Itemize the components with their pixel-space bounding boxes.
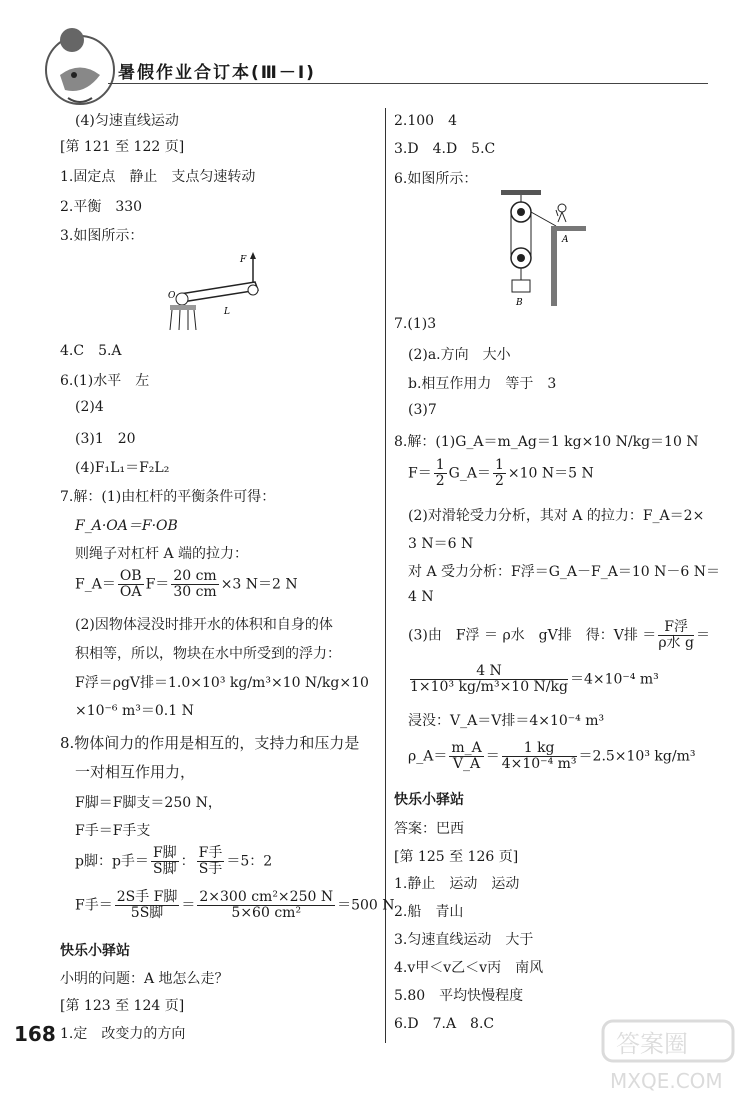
fraction-den: S手 <box>198 861 223 877</box>
formula-density <box>408 741 695 772</box>
fraction <box>658 620 694 651</box>
lever-label-l: L <box>224 307 230 317</box>
formula-vpai-value <box>408 664 659 695</box>
answer-line: 6.D 7.A 8.C <box>394 1016 495 1032</box>
answer-line: 对 A 受力分析：F浮＝G_A－F_A＝10 N－6 N＝ <box>408 564 720 580</box>
answer-line: 4.C 5.A <box>60 343 122 359</box>
answer-line: 积相等，所以，物块在水中所受到的浮力： <box>75 646 341 662</box>
formula-text: ： <box>180 853 195 870</box>
answer-line: F浮＝ρgV排＝1.0×10³ kg/m³×10 N/kg×10 <box>75 675 369 691</box>
answer-line: 7.解：(1)由杠杆的平衡条件可得： <box>60 489 276 505</box>
formula-vpai <box>408 620 710 651</box>
answer-line: 3.D 4.D 5.C <box>394 141 496 157</box>
answer-line: (2)对滑轮受力分析，其对 A 的拉力：F_A＝2× <box>408 508 705 524</box>
lever-label-o: O <box>168 291 176 301</box>
answer-line: 1.定 改变力的方向 <box>60 1026 186 1042</box>
lever-label-f: F <box>240 255 247 265</box>
fraction-den: S脚 <box>153 861 177 877</box>
answer-line: (3)1 20 <box>75 431 136 447</box>
answer-line: ×10⁻⁶ m³＝0.1 N <box>75 703 194 719</box>
fraction <box>410 664 568 695</box>
svg-text:MXQE.COM: MXQE.COM <box>610 1069 723 1093</box>
formula-fa <box>75 569 298 600</box>
formula-text: F＝ <box>145 576 170 593</box>
answer-line: (2)因物体浸没时排开水的体积和自身的体 <box>75 617 333 633</box>
formula-f <box>408 458 594 489</box>
fraction-num: 2×300 cm²×250 N <box>199 889 334 905</box>
pulley-figure <box>496 190 596 310</box>
answer-line: 8.解：(1)G_A＝m_Ag＝1 kg×10 N/kg＝10 N <box>394 434 699 450</box>
answer-line: 浸没：V_A＝V排＝4×10⁻⁴ m³ <box>408 713 605 729</box>
formula-text: F＝ <box>408 465 432 482</box>
fraction-num: OB <box>119 568 142 584</box>
formula-text: p脚：p手＝ <box>75 853 149 870</box>
answer-line: 5.80 平均快慢程度 <box>394 988 524 1004</box>
formula-text: F手＝ <box>75 897 113 914</box>
answer-line: 3 N＝6 N <box>408 536 474 552</box>
section-heading: [第 123 至 124 页] <box>60 998 185 1014</box>
page-title: 暑假作业合订本(Ⅲ－Ⅰ) <box>118 63 316 83</box>
answer-line: (4)F₁L₁＝F₂L₂ <box>75 460 170 476</box>
fraction-den: 4×10⁻⁴ m³ <box>501 756 577 772</box>
fraction-den: 2 <box>435 473 445 489</box>
answer-line: (2)a.方向 大小 <box>408 347 511 363</box>
fraction <box>449 741 483 772</box>
fraction-den: OA <box>119 584 142 600</box>
fraction-num: F脚 <box>152 845 177 861</box>
fraction <box>118 569 144 600</box>
fraction <box>197 846 225 877</box>
formula-text: ＝500 N <box>337 897 395 914</box>
fraction-den: 5×60 cm² <box>231 905 302 921</box>
formula-pressure <box>75 846 272 877</box>
answer-line: F_A·OA＝F·OB <box>75 518 178 534</box>
fraction-num: 20 cm <box>173 568 217 584</box>
fraction-num: 2S手 F脚 <box>116 889 178 905</box>
answer-line: (2)4 <box>75 399 104 415</box>
fraction-num: 1 <box>435 457 445 473</box>
answer-line: 6.如图所示： <box>394 171 478 187</box>
answer-line: 则绳子对杠杆 A 端的拉力： <box>75 546 249 562</box>
fraction-den: V_A <box>452 756 481 772</box>
fraction-num: 4 N <box>410 664 568 680</box>
formula-text: ×3 N＝2 N <box>220 576 298 593</box>
fraction-num: F浮 <box>658 620 694 636</box>
fraction-num: 1 kg <box>502 741 577 757</box>
formula-text: ＝ <box>181 897 196 914</box>
answer-line: (4)匀速直线运动 <box>75 113 179 129</box>
formula-text: F_A＝ <box>75 576 116 593</box>
answer-line: 1.固定点 静止 支点匀速转动 <box>60 169 256 185</box>
section-heading: [第 125 至 126 页] <box>394 849 519 865</box>
formula-text: G_A＝ <box>448 465 491 482</box>
answer-line: F脚＝F脚支＝250 N， <box>75 795 222 811</box>
answer-line: 8.物体间力的作用是相互的，支持力和压力是 <box>60 734 360 752</box>
fraction-den: 2 <box>494 473 504 489</box>
answer-line: 3.如图所示： <box>60 228 144 244</box>
answer-line: 4 N <box>408 589 434 605</box>
answer-line: 一对相互作用力， <box>75 763 196 781</box>
formula-text: ＝ <box>485 748 500 765</box>
answer-line: 6.(1)水平 左 <box>60 373 150 389</box>
fraction-den: ρ水 g <box>658 635 694 651</box>
answer-line: (3)7 <box>408 402 437 418</box>
fraction <box>197 890 335 921</box>
formula-text: ＝ <box>695 627 710 644</box>
fraction <box>171 569 218 600</box>
answer-line: 小明的问题：A 地怎么走？ <box>60 971 229 987</box>
answer-line: 4.v甲＜v乙＜v丙 南风 <box>394 960 544 976</box>
watermark-icon <box>598 1016 738 1096</box>
answer-line: 1.静止 运动 运动 <box>394 876 520 892</box>
section-heading-fun: 快乐小驿站 <box>394 792 464 808</box>
fraction <box>493 458 506 489</box>
fraction-num: 1 <box>494 457 504 473</box>
lever-figure <box>160 252 270 332</box>
answer-line: 2.100 4 <box>394 113 457 129</box>
formula-fhand <box>75 890 395 921</box>
fraction <box>115 890 180 921</box>
answer-line: 3.匀速直线运动 大于 <box>394 932 534 948</box>
answer-line: 7.(1)3 <box>394 316 437 332</box>
formula-text: ＝5：2 <box>226 853 273 870</box>
fraction-num: F手 <box>198 845 223 861</box>
fraction-den: 1×10³ kg/m³×10 N/kg <box>410 679 568 695</box>
section-heading-fun: 快乐小驿站 <box>60 943 130 959</box>
fraction-den: 5S脚 <box>130 905 164 921</box>
svg-text:答案圈: 答案圈 <box>616 1030 688 1058</box>
fraction <box>151 846 179 877</box>
fraction <box>434 458 447 489</box>
pulley-label-a: A <box>562 235 569 245</box>
answer-line: 2.船 青山 <box>394 904 464 920</box>
fraction-num: m_A <box>451 740 482 756</box>
formula-text: ρ_A＝ <box>408 748 448 765</box>
formula-text: ＝2.5×10³ kg/m³ <box>578 748 696 765</box>
pulley-label-b: B <box>516 298 523 308</box>
answer-line: b.相互作用力 等于 3 <box>408 376 557 392</box>
right-column <box>386 0 750 1106</box>
formula-text: (3)由 F浮 ＝ ρ水 gV排 得：V排 ＝ <box>408 627 657 644</box>
answer-line: 2.平衡 330 <box>60 199 143 215</box>
formula-text: ×10 N＝5 N <box>507 465 594 482</box>
formula-text: ＝4×10⁻⁴ m³ <box>569 671 659 688</box>
section-heading: [第 121 至 122 页] <box>60 139 185 155</box>
fraction-den: 30 cm <box>173 584 217 600</box>
page-number: 168 <box>14 1022 56 1046</box>
answer-line: F手＝F手支 <box>75 823 151 839</box>
answer-line: 答案：巴西 <box>394 821 464 837</box>
fraction <box>502 741 577 772</box>
